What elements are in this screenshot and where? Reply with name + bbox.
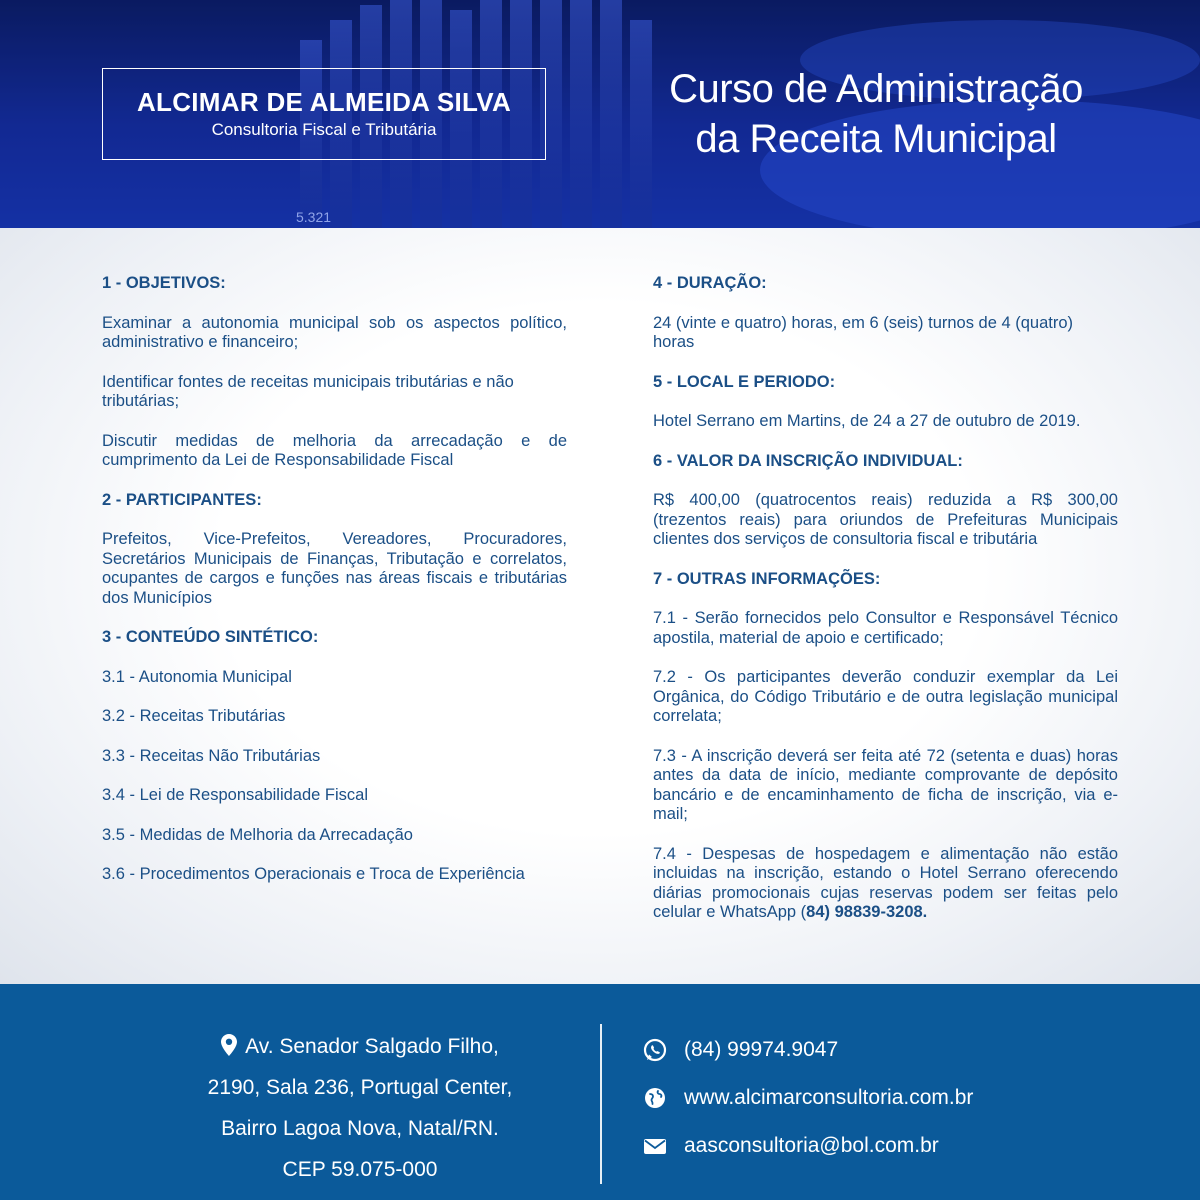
participants-text: Prefeitos, Vice-Prefeitos, Vereadores, Procuradores, Secretários Municipais de Finanças, Tributação e correlatos, ocupantes de cargos e funções nas áreas fiscais e tributárias dos Municípios <box>102 530 567 607</box>
right-column <box>653 274 1118 943</box>
address-line <box>170 1026 550 1067</box>
whatsapp-number[interactable]: 84) 98839-3208. <box>806 903 928 921</box>
objective-item: Discutir medidas de melhoria da arrecadação e de cumprimento da Lei de Responsabilidade Fiscal <box>102 431 567 469</box>
brand-box <box>102 68 546 160</box>
section-title-objectives: 1 - OBJETIVOS: <box>102 274 226 292</box>
content-item: 3.5 - Medidas de Melhoria da Arrecadação <box>102 825 413 844</box>
course-details <box>0 228 1200 984</box>
course-title <box>620 64 1132 164</box>
other-info-item: 7.2 - Os participantes deverão conduzir exemplar da Lei Orgânica, do Código Tributário e de outra legislação municipal correlata; <box>653 668 1118 725</box>
brand-name: ALCIMAR DE ALMEIDA SILVA <box>136 87 512 117</box>
section-title-fee: 6 - VALOR DA INSCRIÇÃO INDIVIDUAL: <box>653 451 963 470</box>
content-item: 3.2 - Receitas Tributárias <box>102 707 286 725</box>
phone-number: (84) 99974.9047 <box>684 1038 839 1061</box>
duration-text: 24 (vinte e quatro) horas, em 6 (seis) turnos de 4 (quatro) horas <box>653 313 1074 351</box>
section-title-location: 5 - LOCAL E PERIODO: <box>653 372 836 391</box>
header-banner <box>0 0 1200 228</box>
website-link: www.alcimarconsultoria.com.br <box>684 1086 974 1109</box>
section-title-other-info: 7 - OUTRAS INFORMAÇÕES: <box>653 569 881 588</box>
contact-phone[interactable] <box>642 1026 973 1074</box>
section-title-content: 3 - CONTEÚDO SINTÉTICO: <box>102 628 319 646</box>
brand-subtitle: Consultoria Fiscal e Tributária <box>211 120 437 139</box>
contact-list <box>642 1026 973 1170</box>
address-line1: Av. Senador Salgado Filho, <box>245 1035 499 1058</box>
postal-code: CEP 59.075-000 <box>282 1158 438 1181</box>
globe-icon <box>642 1085 668 1111</box>
other-info-item: 7.1 - Serão fornecidos pelo Consultor e Responsável Técnico apostila, material de apoio e certificado; <box>653 609 1118 647</box>
content-item: 3.3 - Receitas Não Tributárias <box>102 746 321 765</box>
whatsapp-icon <box>642 1037 668 1063</box>
course-title-line2: da Receita Municipal <box>695 117 1057 161</box>
left-column <box>102 274 567 905</box>
section-title-participants: 2 - PARTICIPANTES: <box>102 490 262 509</box>
envelope-icon <box>642 1133 668 1159</box>
location-text: Hotel Serrano em Martins, de 24 a 27 de outubro de 2019. <box>653 412 1081 430</box>
email-address: aasconsultoria@bol.com.br <box>684 1134 939 1157</box>
contact-website[interactable] <box>642 1074 973 1122</box>
section-title-duration: 4 - DURAÇÃO: <box>653 274 767 292</box>
objective-item: Identificar fontes de receitas municipais tributárias e não tributárias; <box>102 372 514 410</box>
fee-text: R$ 400,00 (quatrocentos reais) reduzida a R$ 300,00 (trezentos reais) para oriundos de Prefeituras Municipais clientes dos serviços de consultoria fiscal e tributária <box>653 491 1118 548</box>
objective-item: Examinar a autonomia municipal sob os aspectos político, administrativo e financeiro; <box>102 313 567 351</box>
other-info-item <box>653 845 1118 923</box>
other-info-item-text: 7.4 - Despesas de hospedagem e alimentação não estão incluidas na inscrição, estando o Hotel Serrano oferecendo diárias promocionais cujas reservas podem ser feitas pelo celular e WhatsApp ( <box>653 844 1118 921</box>
content-item: 3.6 - Procedimentos Operacionais e Troca de Experiência <box>102 865 525 883</box>
footer-divider <box>600 1024 602 1184</box>
background-figure-label: 5.321 <box>296 209 332 225</box>
contact-footer <box>0 984 1200 1200</box>
other-info-item: 7.3 - A inscrição deverá ser feita até 72 (setenta e duas) horas antes da data de início, mediante comprovante de depósito bancário e de encaminhamento de ficha de inscrição, via e-mail; <box>653 746 1118 823</box>
contact-email[interactable] <box>642 1122 973 1170</box>
address-line2: 2190, Sala 236, Portugal Center, <box>207 1076 513 1099</box>
course-title-line1: Curso de Administração <box>669 67 1083 111</box>
map-pin-icon <box>221 1034 237 1056</box>
content-item: 3.4 - Lei de Responsabilidade Fiscal <box>102 786 368 804</box>
address-block <box>170 1026 550 1190</box>
address-line3: Bairro Lagoa Nova, Natal/RN. <box>221 1117 499 1140</box>
content-item: 3.1 - Autonomia Municipal <box>102 667 292 686</box>
